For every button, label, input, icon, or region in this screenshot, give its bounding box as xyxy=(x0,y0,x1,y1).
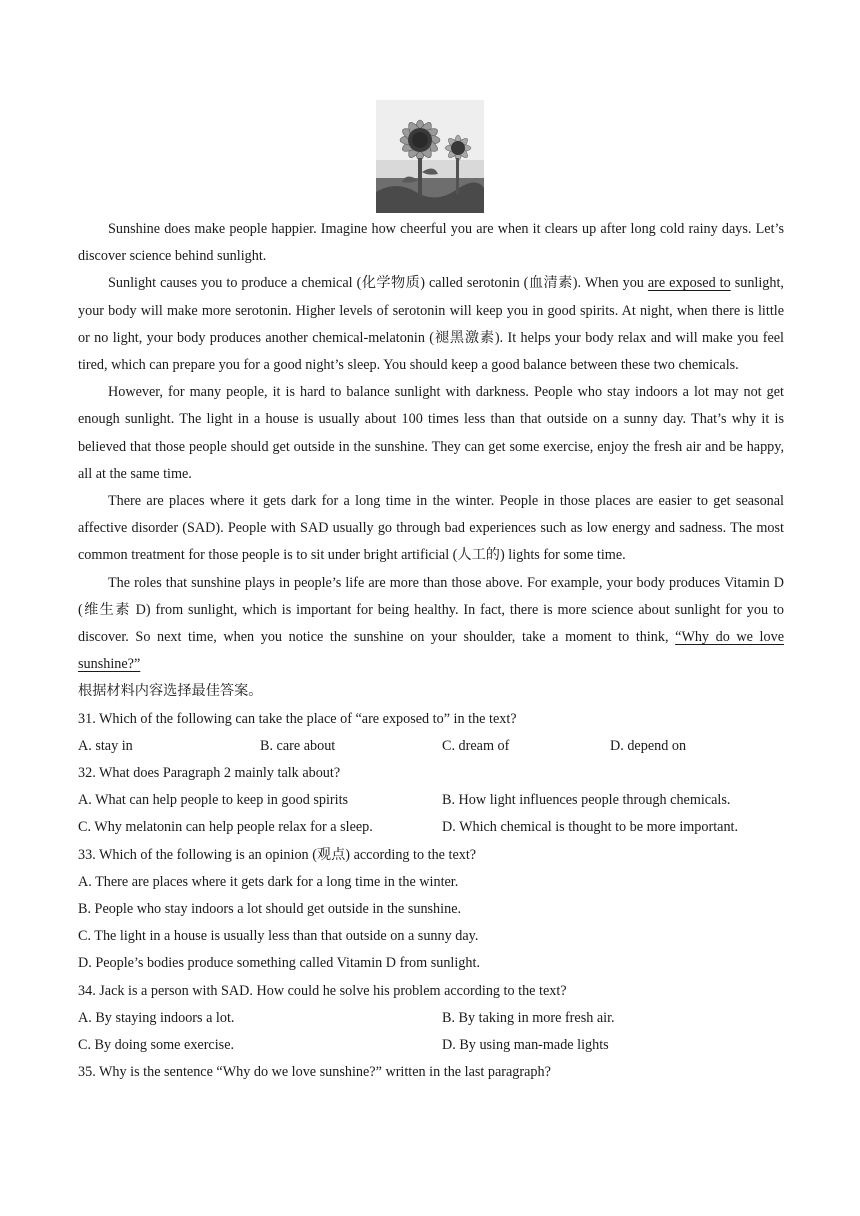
question-32-stem: 32. What does Paragraph 2 mainly talk about? xyxy=(78,765,341,782)
q31-option-c[interactable]: C. dream of xyxy=(442,737,510,754)
paragraph-4 xyxy=(78,488,784,570)
q32-option-d[interactable]: D. Which chemical is thought to be more important. xyxy=(442,819,739,836)
question-33-stem: 33. Which of the following is an opinion (观点) according to the text? xyxy=(78,846,477,863)
paragraph-5-text: The roles that sunshine plays in people’s life are more than those above. For example, your body produces Vitamin D (维生素 D) from sunlight, which is important for being healthy. In fact, there is more science about sunlight for you to discover. So next time, when you notice the sunshine on your shoulder, take a moment to think, xyxy=(78,574,784,646)
q34-option-a[interactable]: A. By staying indoors a lot. xyxy=(78,1009,235,1026)
q32-option-b[interactable]: B. How light influences people through chemicals. xyxy=(442,792,731,809)
q31-option-a[interactable]: A. stay in xyxy=(78,737,133,754)
sunflower-illustration xyxy=(376,100,484,213)
q31-option-d[interactable]: D. depend on xyxy=(610,737,687,754)
paragraph-2-text-start: Sunlight causes you to produce a chemical (化学物质) called serotonin (血清素). When you xyxy=(108,275,648,292)
question-31-options xyxy=(78,733,784,760)
sunflower-image xyxy=(76,100,784,213)
q33-option-a[interactable]: A. There are places where it gets dark for a long time in the winter. xyxy=(78,873,459,890)
q33-option-d[interactable]: D. People’s bodies produce something called Vitamin D from sunlight. xyxy=(78,955,480,972)
underlined-phrase: are exposed to xyxy=(647,275,731,292)
q34-option-d[interactable]: D. By using man-made lights xyxy=(442,1037,609,1054)
question-32-options-row-1 xyxy=(78,787,784,814)
paragraph-1 xyxy=(78,216,784,270)
question-35-stem: 35. Why is the sentence “Why do we love sunshine?” written in the last paragraph? xyxy=(78,1064,551,1081)
question-31-stem: 31. Which of the following can take the place of “are exposed to” in the text? xyxy=(78,710,517,727)
question-32-options-row-2 xyxy=(78,814,784,841)
question-34-options-row-1 xyxy=(78,1005,784,1032)
q34-option-b[interactable]: B. By taking in more fresh air. xyxy=(442,1009,615,1026)
q32-option-a[interactable]: A. What can help people to keep in good spirits xyxy=(78,792,349,809)
q32-option-c[interactable]: C. Why melatonin can help people relax for a sleep. xyxy=(78,819,373,836)
q33-option-b[interactable]: B. People who stay indoors a lot should get outside in the sunshine. xyxy=(78,901,462,918)
paragraph-3-text: However, for many people, it is hard to balance sunlight with darkness. People who stay indoors a lot may not get enough sunlight. The light in a house is usually about 100 times less than that outside on a sunny day. That’s why it is believed that those people should get outside in the sunshine. They can get some exercise, enjoy the fresh air and be happy, all at the same time. xyxy=(78,384,784,482)
underlined-question: “Why do we love sunshine?” xyxy=(78,629,784,673)
paragraph-3 xyxy=(78,379,784,488)
q34-option-c[interactable]: C. By doing some exercise. xyxy=(78,1037,235,1054)
paragraph-5 xyxy=(78,570,784,679)
paragraph-2-text-end: sunlight, your body will make more serotonin. Higher levels of serotonin will keep you in good spirits. At night, when there is little or no light, your body produces another chemical-melatonin (褪黑激素). It helps your body relax and will make you feel tired, which can prepare you for a good night’s sleep. You should keep a good balance between these two chemicals. xyxy=(78,275,784,374)
worksheet-page xyxy=(78,100,784,1087)
paragraph-2 xyxy=(78,270,784,379)
paragraph-1-text: Sunshine does make people happier. Imagine how cheerful you are when it clears up after long cold rainy days. Let’s discover science behind sunlight. xyxy=(78,221,784,265)
q31-option-b[interactable]: B. care about xyxy=(260,737,336,754)
q33-option-c[interactable]: C. The light in a house is usually less than that outside on a sunny day. xyxy=(78,928,479,945)
paragraph-4-text: There are places where it gets dark for a long time in the winter. People in those places are easier to get seasonal affective disorder (SAD). People with SAD usually go through bad experiences such as low energy and sadness. The most common treatment for those people is to sit under bright artificial (人工的) lights for some time. xyxy=(78,493,784,564)
instruction: 根据材料内容选择最佳答案。 xyxy=(78,683,263,700)
question-34-stem: 34. Jack is a person with SAD. How could he solve his problem according to the text? xyxy=(78,982,567,999)
question-34-options-row-2 xyxy=(78,1032,784,1059)
